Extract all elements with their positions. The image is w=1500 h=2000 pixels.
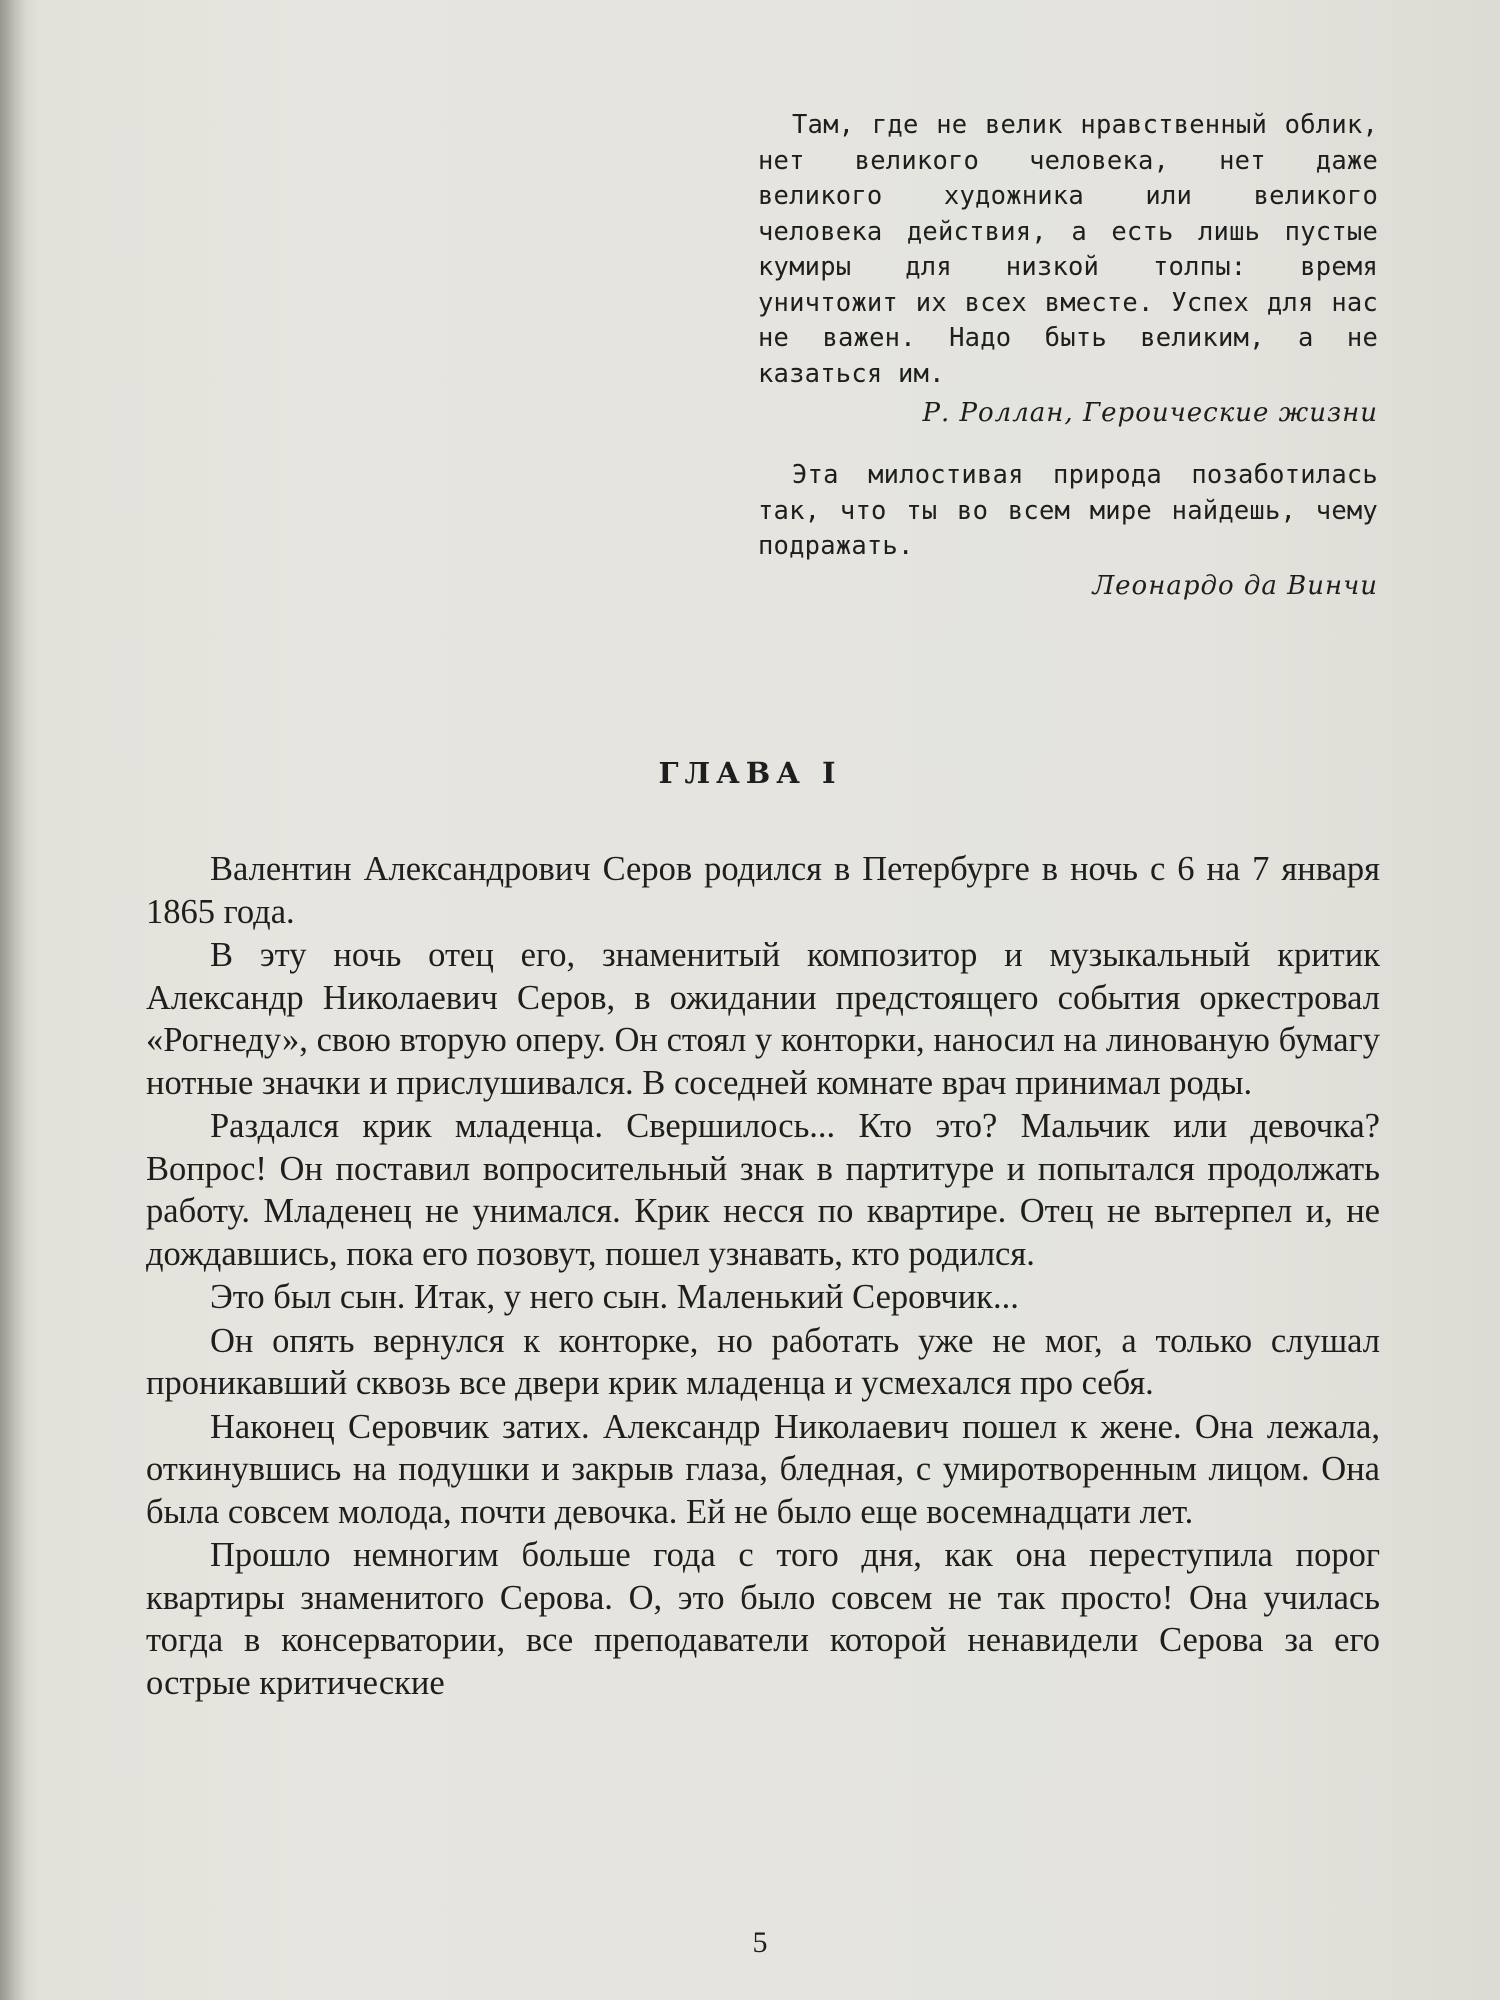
epigraph-author: Р. Роллан, Героические жизни	[922, 398, 1378, 428]
paragraph: Раздался крик младенца. Свершилось... Кто это? Мальчик или девочка? Вопрос! Он поставил вопросительный знак в партитуре и попытался продолжать работу. Младенец не унимался. Крик несся по квартире. Отец не вытерпел и, не дождавшись, пока его позовут, пошел узнавать, кто родился.	[146, 1107, 1380, 1273]
epigraph-rolland	[758, 108, 1378, 432]
paragraph: В эту ночь отец его, знаменитый композитор и музыкальный критик Александр Николаевич Серов, в ожидании предстоящего события оркестровал «Рогнеду», свою вторую оперу. Он стоял у конторки, наносил на линованую бумагу нотные значки и прислушивался. В соседней комнате врач принимал роды.	[146, 936, 1380, 1102]
paragraph: Наконец Серовчик затих. Александр Николаевич пошел к жене. Она лежала, откинувшись на подушки и закрыв глаза, бледная, с умиротворенным лицом. Она была совсем молода, почти девочка. Ей не было еще восемнадцати лет.	[146, 1407, 1380, 1531]
paragraph: Валентин Александрович Серов родился в Петербурге в ночь с 6 на 7 января 1865 года.	[146, 850, 1380, 931]
epigraph-author: Леонардо да Винчи	[1092, 570, 1378, 601]
paragraph: Он опять вернулся к конторке, но работать уже не мог, а только слушал проникавший сквозь все двери крик младенца и усмехался про себя.	[146, 1321, 1380, 1402]
paragraph: Прошло немногим больше года с того дня, как она переступила порог квартиры знаменитого Серова. О, это было совсем не так просто! Она училась тогда в консерватории, все преподаватели которой ненавидели Серова за его острые критические	[146, 1536, 1380, 1702]
chapter-title: ГЛАВА I	[658, 756, 842, 790]
epigraph-text: Эта милостивая природа позаботилась так, что ты во всем мире найдешь, чему подражать.	[758, 460, 1378, 561]
gutter-shadow	[0, 0, 26, 2000]
paragraph: Это был сын. Итак, у него сын. Маленький Серовчик...	[210, 1278, 1019, 1316]
epigraph-text: Там, где не велик нравственный облик, нет великого человека, нет даже великого художника или великого человека действия, а есть лишь пустые кумиры для низкой толпы: время уничтожит их всех вместе. Успех для нас не важен. Надо быть великим, а не казаться им.	[758, 110, 1378, 389]
epigraph-leonardo	[758, 458, 1378, 604]
chapter-body	[146, 848, 1380, 1704]
page-number: 5	[752, 1926, 768, 1959]
